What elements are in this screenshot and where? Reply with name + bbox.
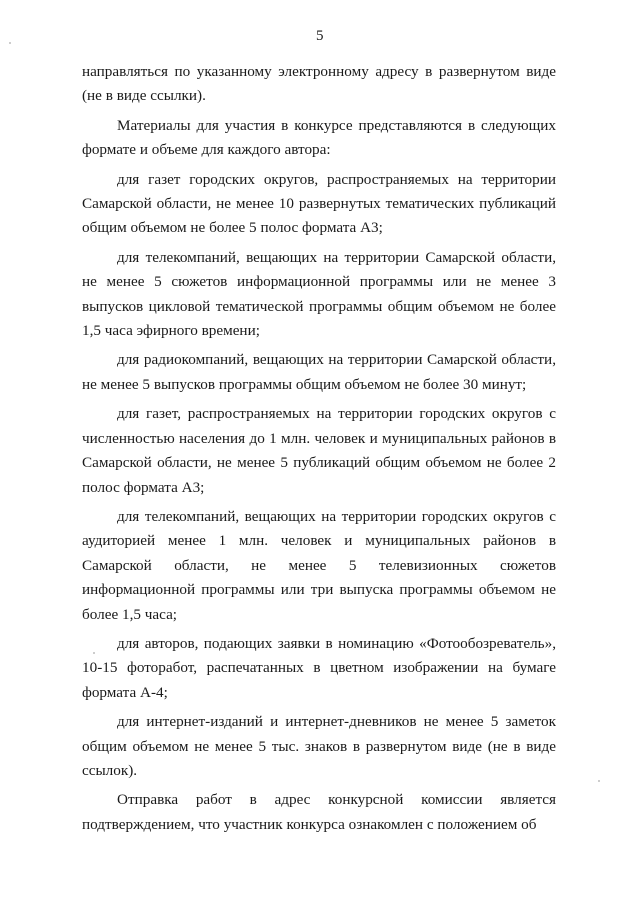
paragraph-municipal-tv: для телекомпаний, вещающих на территории городских округов с аудиторией менее 1 млн. человек и муниципальных районов в Самарской области, не менее 5 телевизионных сюжетов информационной программы или три выпуска программы объемом не более 1,5 часа; (82, 507, 556, 623)
page-number: 5 (316, 28, 324, 44)
paragraph-materials-intro: Материалы для участия в конкурсе представляются в следующих формате и объеме для каждого автора: (82, 116, 556, 159)
scan-speck (93, 652, 95, 654)
paragraph-radio-companies: для радиокомпаний, вещающих на территории Самарской области, не менее 5 выпусков программы общим объемом не более 30 минут; (82, 351, 556, 393)
paragraph-continuation: направляться по указанному электронному адресу в развернутом виде (не в виде ссылки). (82, 63, 556, 105)
scan-speck (9, 42, 11, 44)
paragraph-tv-companies: для телекомпаний, вещающих на территории Самарской области, не менее 5 сюжетов информационной программы или не менее 3 выпусков цикловой тематической программы общим объемом не более 1,5 часа эфирного времени; (82, 248, 556, 340)
scan-speck (598, 780, 600, 782)
paragraph-photo-nomination: для авторов, подающих заявки в номинацию «Фотообозреватель», 10-15 фоторабот, распечатанных в цветном изображении на бумаге формата А-4; (82, 634, 556, 701)
paragraph-city-newspapers: для газет городских округов, распространяемых на территории Самарской области, не менее 10 развернутых тематических публикаций общим объемом не более 5 полос формата А3; (82, 170, 556, 237)
document-body (82, 60, 556, 837)
paragraph-municipal-newspapers: для газет, распространяемых на территории городских округов с численностью населения до 1 млн. человек и муниципальных районов в Самарской области, не менее 5 публикаций общим объемом не более 2 полос формата А3; (82, 405, 556, 496)
paragraph-submission-confirmation: Отправка работ в адрес конкурсной комиссии является подтверждением, что участник конкурса ознакомлен с положением об (82, 791, 556, 833)
paragraph-internet-media: для интернет-изданий и интернет-дневников не менее 5 заметок общим объемом не менее 5 тыс. знаков в развернутом виде (не в виде ссылок). (82, 713, 556, 779)
